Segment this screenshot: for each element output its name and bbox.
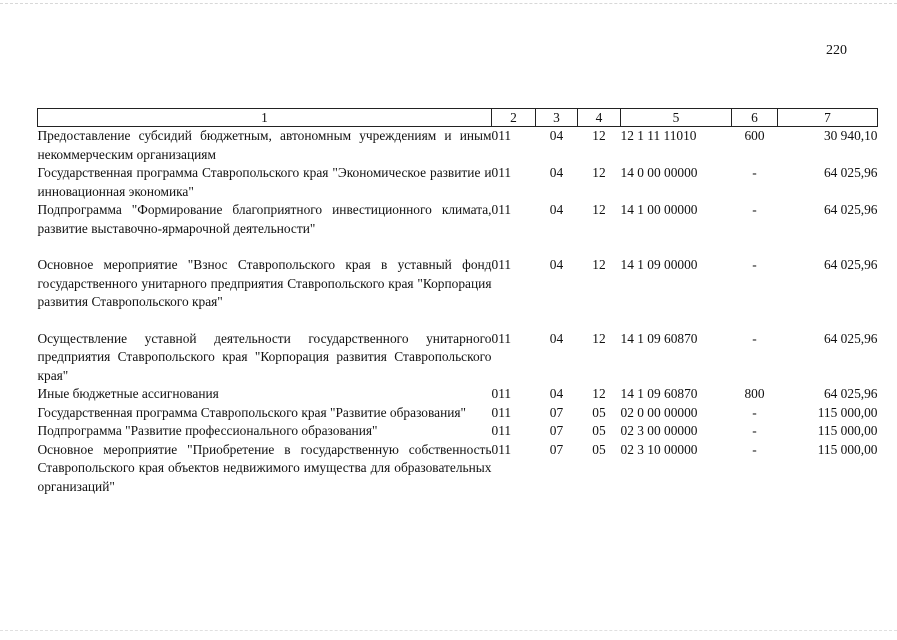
row-description: Подпрограмма "Формирование благоприятного инвестиционного климата, развитие выставочно-ярмарочной деятельности" bbox=[37, 202, 492, 236]
table-row bbox=[38, 127, 878, 165]
table-row bbox=[38, 404, 878, 423]
row-ministry-code: 011 bbox=[491, 441, 512, 457]
row-amount: 64 025,96 bbox=[823, 257, 878, 272]
table-row bbox=[38, 330, 878, 386]
row-subsection: 12 bbox=[592, 128, 606, 143]
row-section: 04 bbox=[549, 128, 564, 143]
row-expense-type: - bbox=[752, 257, 757, 272]
row-subsection: 12 bbox=[592, 257, 606, 272]
header-col-6: 6 bbox=[732, 109, 778, 127]
row-section: 07 bbox=[549, 423, 564, 438]
row-expense-type: 600 bbox=[744, 128, 765, 143]
table-row bbox=[38, 385, 878, 404]
header-col-7: 7 bbox=[778, 109, 878, 127]
table-row bbox=[38, 164, 878, 201]
row-description: Государственная программа Ставропольского края "Развитие образования" bbox=[37, 404, 467, 420]
row-ministry-code: 011 bbox=[491, 165, 512, 180]
row-ministry-code: 011 bbox=[491, 423, 512, 438]
row-expense-type: - bbox=[752, 165, 757, 180]
row-description: Предоставление субсидий бюджетным, автономным учреждениям и иным некоммерческим организациям bbox=[37, 128, 492, 162]
row-description: Государственная программа Ставропольского края "Экономическое развитие и инновационная экономика" bbox=[37, 165, 492, 199]
row-description: Иные бюджетные ассигнования bbox=[37, 386, 219, 401]
row-target-article: 12 1 11 11010 bbox=[620, 128, 697, 143]
header-row bbox=[38, 109, 878, 127]
row-target-article: 02 3 00 00000 bbox=[620, 423, 698, 438]
row-subsection: 05 bbox=[592, 423, 606, 438]
row-expense-type: - bbox=[752, 404, 757, 420]
row-expense-type: - bbox=[752, 330, 757, 346]
row-expense-type: - bbox=[752, 423, 757, 438]
row-description: Подпрограмма "Развитие профессионального образования" bbox=[37, 423, 378, 438]
row-amount: 115 000,00 bbox=[817, 423, 878, 438]
row-section: 04 bbox=[549, 330, 564, 346]
row-amount: 64 025,96 bbox=[823, 202, 878, 217]
row-ministry-code: 011 bbox=[491, 128, 512, 143]
row-section: 04 bbox=[549, 386, 564, 401]
header-col-4: 4 bbox=[578, 109, 621, 127]
page-number: 220 bbox=[826, 43, 847, 58]
row-expense-type: - bbox=[752, 202, 757, 217]
row-section: 04 bbox=[549, 202, 564, 217]
row-subsection: 05 bbox=[592, 404, 606, 420]
row-subsection: 05 bbox=[592, 441, 606, 457]
row-expense-type: 800 bbox=[744, 386, 765, 401]
scan-edge-top bbox=[0, 3, 897, 4]
budget-table bbox=[37, 108, 878, 496]
table-row bbox=[38, 256, 878, 330]
header-col-3: 3 bbox=[536, 109, 578, 127]
row-amount: 64 025,96 bbox=[823, 330, 878, 346]
row-section: 07 bbox=[549, 404, 564, 420]
row-target-article: 14 0 00 00000 bbox=[620, 165, 698, 180]
row-section: 04 bbox=[549, 165, 564, 180]
table-row bbox=[38, 441, 878, 497]
header-col-2: 2 bbox=[492, 109, 536, 127]
row-ministry-code: 011 bbox=[491, 330, 512, 346]
table-row bbox=[38, 201, 878, 256]
row-amount: 64 025,96 bbox=[823, 386, 878, 401]
row-description: Осуществление уставной деятельности государственного унитарного предприятия Ставропольского края "Корпорация развития Ставропольского края" bbox=[37, 330, 492, 383]
row-amount: 115 000,00 bbox=[817, 441, 878, 457]
row-ministry-code: 011 bbox=[491, 202, 512, 217]
row-amount: 115 000,00 bbox=[817, 404, 878, 420]
row-target-article: 14 1 00 00000 bbox=[620, 202, 698, 217]
row-subsection: 12 bbox=[592, 386, 606, 401]
row-subsection: 12 bbox=[592, 202, 606, 217]
row-ministry-code: 011 bbox=[491, 257, 512, 272]
row-section: 04 bbox=[549, 257, 564, 272]
row-target-article: 14 1 09 60870 bbox=[620, 386, 698, 401]
header-col-5: 5 bbox=[621, 109, 732, 127]
scan-edge-bottom bbox=[0, 630, 897, 631]
row-ministry-code: 011 bbox=[491, 404, 512, 420]
table-row bbox=[38, 422, 878, 441]
row-subsection: 12 bbox=[592, 330, 606, 346]
row-amount: 64 025,96 bbox=[823, 165, 878, 180]
row-target-article: 02 3 10 00000 bbox=[620, 441, 698, 457]
row-amount: 30 940,10 bbox=[823, 128, 878, 143]
row-ministry-code: 011 bbox=[491, 386, 512, 401]
row-section: 07 bbox=[549, 441, 564, 457]
row-target-article: 02 0 00 00000 bbox=[620, 404, 698, 420]
row-description: Основное мероприятие "Приобретение в государственную собственность Ставропольского края объектов недвижимого имущества для образовательных организаций" bbox=[37, 441, 492, 494]
row-target-article: 14 1 09 60870 bbox=[620, 330, 698, 346]
header-col-1: 1 bbox=[38, 109, 492, 127]
row-subsection: 12 bbox=[592, 165, 606, 180]
row-expense-type: - bbox=[752, 441, 757, 457]
row-target-article: 14 1 09 00000 bbox=[620, 257, 698, 272]
row-description: Основное мероприятие "Взнос Ставропольского края в уставный фонд государственного унитарного предприятия Ставропольского края "Корпорация развития Ставропольского края" bbox=[37, 257, 492, 309]
